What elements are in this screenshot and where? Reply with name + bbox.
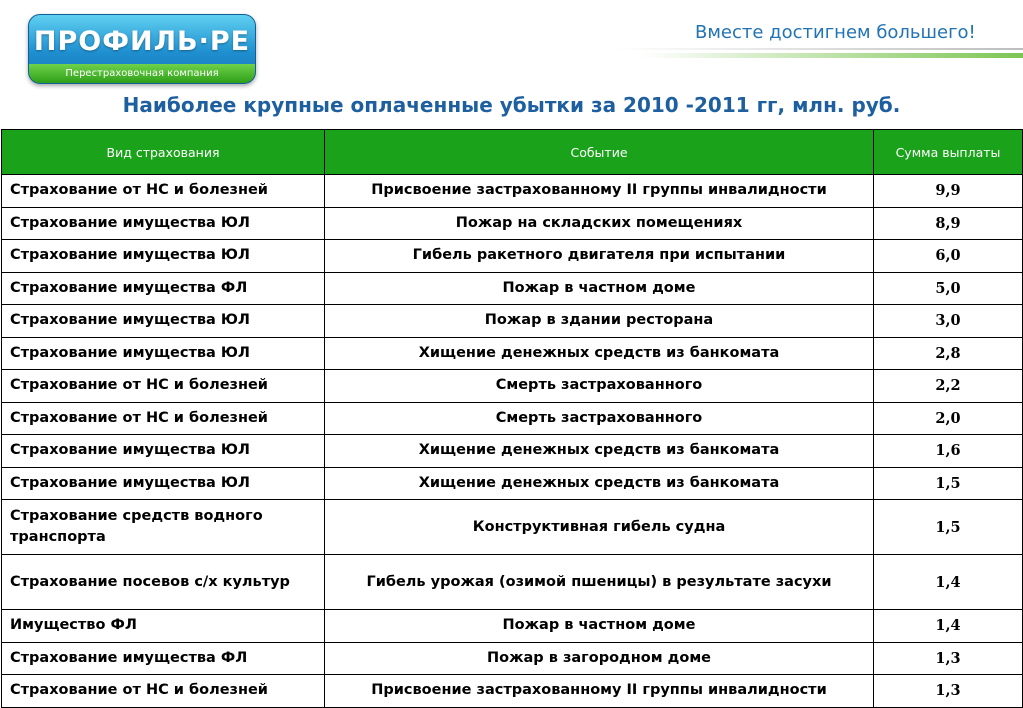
table-row xyxy=(2,467,1023,500)
cell-event: Хищение денежных средств из банкомата xyxy=(325,467,874,500)
cell-insurance-type: Страхование от НС и болезней xyxy=(2,675,325,708)
header xyxy=(0,0,1023,90)
table-row xyxy=(2,555,1023,610)
cell-amount: 9,9 xyxy=(874,175,1023,208)
cell-amount: 5,0 xyxy=(874,272,1023,305)
cell-event: Конструктивная гибель судна xyxy=(325,500,874,555)
cell-insurance-type: Страхование от НС и болезней xyxy=(2,402,325,435)
cell-event: Пожар в загородном доме xyxy=(325,642,874,675)
cell-event: Присвоение застрахованному II группы инвалидности xyxy=(325,675,874,708)
cell-insurance-type: Страхование имущества ЮЛ xyxy=(2,337,325,370)
table-row xyxy=(2,642,1023,675)
cell-amount: 1,3 xyxy=(874,675,1023,708)
page-title: Наиболее крупные оплаченные убытки за 2010 -2011 гг, млн. руб. xyxy=(122,93,901,117)
cell-insurance-type: Страхование имущества ЮЛ xyxy=(2,305,325,338)
cell-insurance-type: Страхование посевов с/х культур xyxy=(2,555,325,610)
table-row xyxy=(2,305,1023,338)
company-logo xyxy=(28,14,256,84)
cell-insurance-type: Страхование от НС и болезней xyxy=(2,175,325,208)
cell-event: Хищение денежных средств из банкомата xyxy=(325,435,874,468)
cell-amount: 1,3 xyxy=(874,642,1023,675)
cell-amount: 8,9 xyxy=(874,207,1023,240)
header-insurance-type: Вид страхования xyxy=(2,130,325,175)
cell-insurance-type: Страхование имущества ЮЛ xyxy=(2,435,325,468)
cell-event: Пожар в частном доме xyxy=(325,272,874,305)
decorative-swoosh-grey xyxy=(612,48,1023,50)
cell-event: Пожар на складских помещениях xyxy=(325,207,874,240)
cell-insurance-type: Страхование имущества ФЛ xyxy=(2,642,325,675)
cell-amount: 3,0 xyxy=(874,305,1023,338)
cell-amount: 6,0 xyxy=(874,240,1023,273)
cell-event: Гибель ракетного двигателя при испытании xyxy=(325,240,874,273)
slogan: Вместе достигнем большего! xyxy=(695,22,976,43)
losses-table xyxy=(1,129,1023,708)
table-row xyxy=(2,240,1023,273)
cell-event: Гибель урожая (озимой пшеницы) в результате засухи xyxy=(325,555,874,610)
cell-event: Пожар в частном доме xyxy=(325,610,874,643)
cell-insurance-type: Страхование средств водного транспорта xyxy=(2,500,325,555)
cell-amount: 2,2 xyxy=(874,370,1023,403)
cell-amount: 1,6 xyxy=(874,435,1023,468)
cell-event: Смерть застрахованного xyxy=(325,402,874,435)
cell-insurance-type: Имущество ФЛ xyxy=(2,610,325,643)
header-event: Событие xyxy=(325,130,874,175)
cell-event: Хищение денежных средств из банкомата xyxy=(325,337,874,370)
cell-amount: 1,4 xyxy=(874,555,1023,610)
header-payout-amount: Сумма выплаты xyxy=(874,130,1023,175)
table-row xyxy=(2,402,1023,435)
table-header-row xyxy=(2,130,1023,175)
cell-insurance-type: Страхование имущества ФЛ xyxy=(2,272,325,305)
table-row xyxy=(2,175,1023,208)
table-row xyxy=(2,675,1023,708)
table-row xyxy=(2,272,1023,305)
logo-name: ПРОФИЛЬ·РЕ xyxy=(33,26,251,57)
table-row xyxy=(2,610,1023,643)
cell-insurance-type: Страхование имущества ЮЛ xyxy=(2,467,325,500)
table-row xyxy=(2,207,1023,240)
logo-subtitle: Перестраховочная компания xyxy=(29,64,255,83)
table-row xyxy=(2,337,1023,370)
decorative-swoosh-green xyxy=(640,53,1023,58)
table-row xyxy=(2,370,1023,403)
cell-amount: 1,4 xyxy=(874,610,1023,643)
cell-insurance-type: Страхование имущества ЮЛ xyxy=(2,240,325,273)
cell-amount: 2,8 xyxy=(874,337,1023,370)
cell-amount: 2,0 xyxy=(874,402,1023,435)
cell-insurance-type: Страхование от НС и болезней xyxy=(2,370,325,403)
cell-event: Присвоение застрахованному II группы инвалидности xyxy=(325,175,874,208)
cell-amount: 1,5 xyxy=(874,467,1023,500)
table-row xyxy=(2,435,1023,468)
cell-event: Смерть застрахованного xyxy=(325,370,874,403)
cell-amount: 1,5 xyxy=(874,500,1023,555)
table-row xyxy=(2,500,1023,555)
cell-event: Пожар в здании ресторана xyxy=(325,305,874,338)
cell-insurance-type: Страхование имущества ЮЛ xyxy=(2,207,325,240)
